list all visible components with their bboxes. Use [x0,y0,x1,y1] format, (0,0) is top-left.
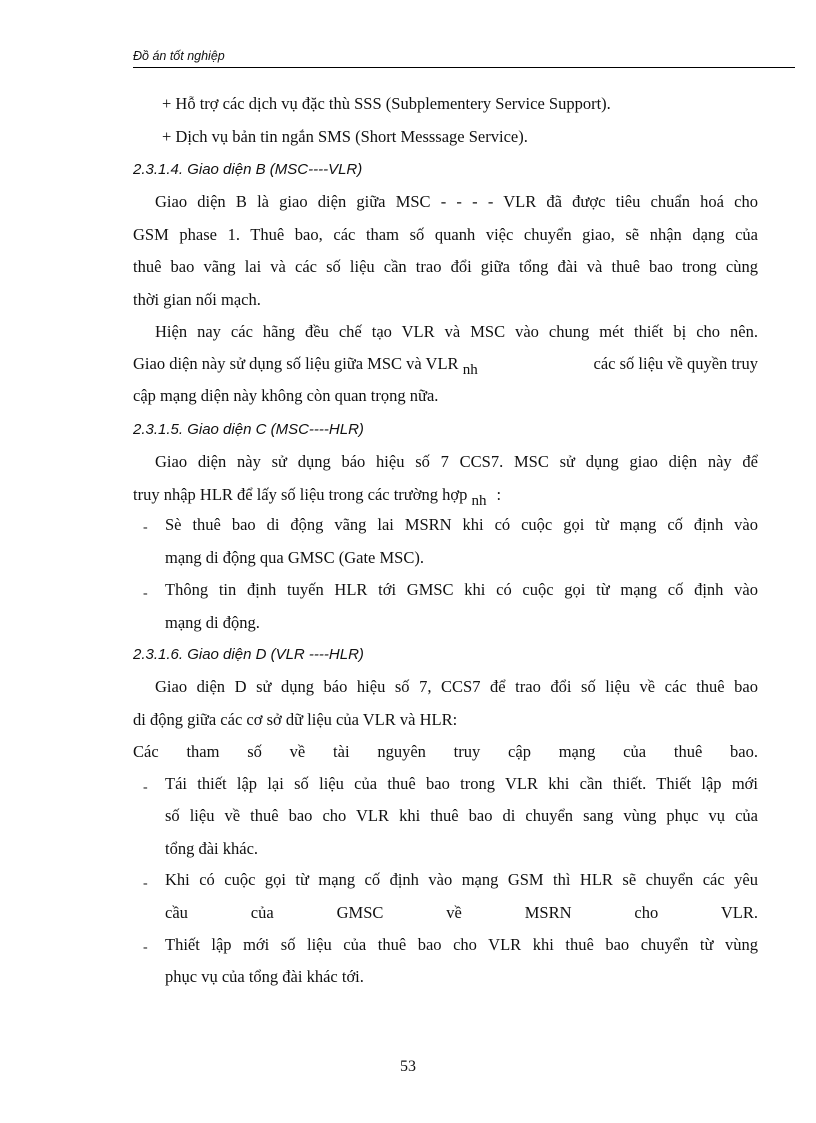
text-line: Tái thiết lập lại số liệu của thuê bao trong VLR khi cần thiết. Thiết lập mới [165,774,758,793]
text-line: mạng di động qua GMSC (Gate MSC). [165,548,424,567]
text-line: GSM phase 1. Thuê bao, các tham số quanh việc chuyển giao, sẽ nhận dạng của [133,225,758,244]
text-line: Hiện nay các hãng đều chế tạo VLR và MSC vào chung mét thiết bị cho nên. [155,322,758,341]
text-line [133,354,758,378]
header-title: Đồ án tốt nghiệp [133,49,225,63]
bullet-marker: - [143,876,148,891]
bullet-marker: - [143,940,148,955]
bullet-marker: - [143,520,148,535]
page-header [133,49,795,68]
text-line: thuê bao vãng lai và các số liệu cần trao đổi giữa tổng đài và thuê bao trong cùng [133,257,758,276]
subscript-fragment: nh [471,493,487,509]
text-fragment: các số liệu về quyền truy [593,354,758,373]
text-line: cập mạng diện này không còn quan trọng nữa. [133,386,439,405]
subscript-fragment: nh [462,362,478,378]
text-line: mạng di động. [165,613,260,632]
section-heading: 2.3.1.4. Giao diện B (MSC----VLR) [133,161,363,178]
text-fragment: truy nhập HLR để lấy số liệu trong các trường hợp [133,485,472,504]
section-heading: 2.3.1.6. Giao diện D (VLR ----HLR) [133,646,364,663]
bullet-marker: - [143,780,148,795]
bullet-marker: - [143,586,148,601]
text-line: Khi có cuộc gọi từ mạng cố định vào mạng GSM thì HLR sẽ chuyển các yêu [165,870,758,889]
text-line: Giao diện này sử dụng báo hiệu số 7 CCS7. MSC sử dụng giao diện này để [155,452,758,471]
text-line: di động giữa các cơ sở dữ liệu của VLR và HLR: [133,710,458,729]
text-line: cầu của GMSC về MSRN cho VLR. [165,903,758,922]
text-line: + Dịch vụ bản tin ngắn SMS (Short Messsage Service). [162,127,528,146]
text-line: thời gian nối mạch. [133,290,261,309]
text-line: phục vụ của tổng đài khác tới. [165,967,364,986]
section-heading: 2.3.1.5. Giao diện C (MSC----HLR) [133,421,364,438]
text-line: tổng đài khác. [165,839,259,858]
page-number: 53 [400,1058,416,1075]
text-line: số liệu về thuê bao cho VLR khi thuê bao di chuyển sang vùng phục vụ của [165,806,758,825]
text-fragment: : [496,485,502,504]
text-line [133,485,502,509]
text-fragment: Giao diện này sử dụng số liệu giữa MSC và VLR [133,354,463,373]
text-line: Các tham số về tài nguyên truy cập mạng của thuê bao. [133,742,758,761]
text-line: Thông tin định tuyến HLR tới GMSC khi có cuộc gọi từ mạng cố định vào [165,580,758,599]
text-line: + Hỗ trợ các dịch vụ đặc thù SSS (Subplementery Service Support). [162,94,611,113]
text-line: Giao diện B là giao diện giữa MSC - - - - VLR đã được tiêu chuẩn hoá cho [155,192,758,211]
text-line: Thiết lập mới số liệu của thuê bao cho VLR khi thuê bao chuyển từ vùng [165,935,758,954]
text-line: Sè thuê bao di động vãng lai MSRN khi có cuộc gọi từ mạng cố định vào [165,515,758,534]
text-line: Giao diện D sử dụng báo hiệu số 7, CCS7 để trao đổi số liệu về các thuê bao [155,677,758,696]
